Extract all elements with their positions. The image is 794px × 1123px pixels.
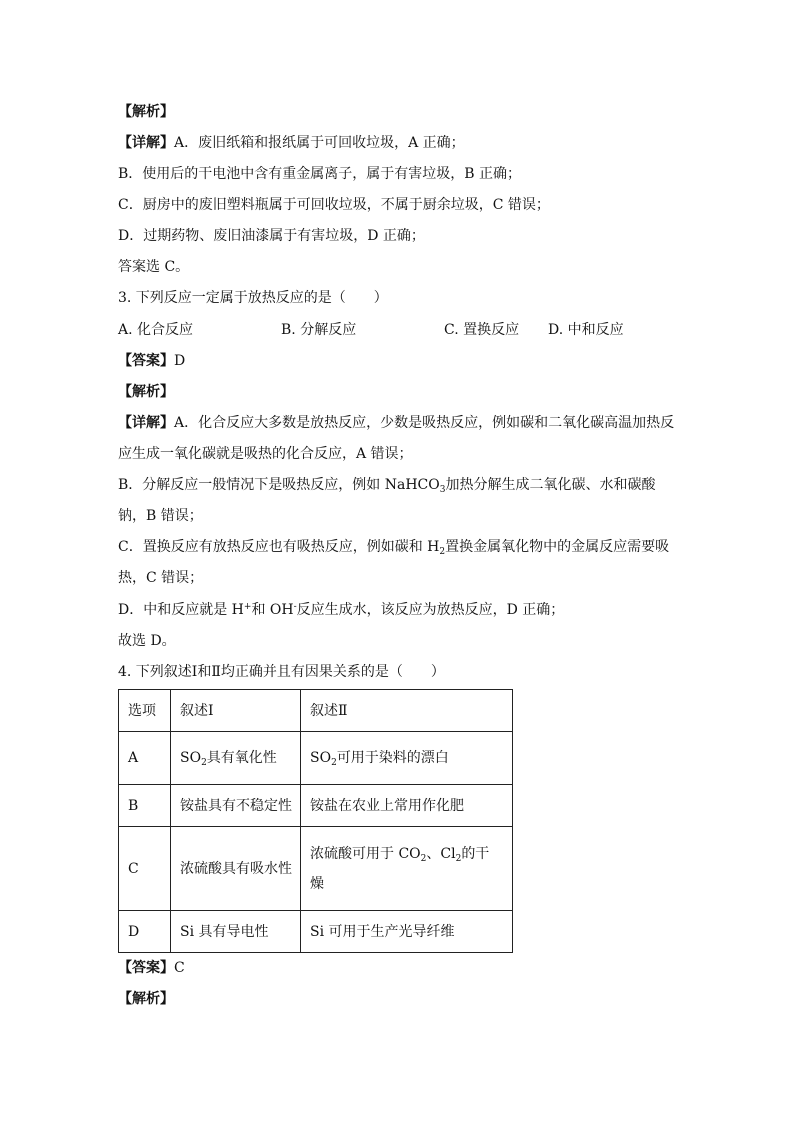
q3-b-pre: B．分解反应一般情况下是吸热反应，例如 NaHCO (118, 477, 440, 493)
q4-answer-label: 【答案】 (118, 960, 174, 976)
q2-detail-b: B．使用后的干电池中含有重金属离子，属于有害垃圾，B 正确； (118, 166, 522, 182)
table-row (119, 785, 513, 827)
q3-option-b: B. 分解反应 (281, 322, 357, 338)
q3-detail-a-line2: 应生成一氧化碳就是吸热的化合反应，A 错误； (118, 446, 413, 462)
q2-conclusion: 答案选 C。 (118, 259, 190, 275)
q4-row-a-s1 (171, 732, 301, 785)
q4-a-s2-post: 可用于染料的漂白 (336, 750, 449, 766)
q4-table-header-row (119, 690, 513, 732)
q3-d-sup1: + (243, 602, 252, 612)
q3-detail-d (118, 600, 564, 620)
q2-detail-a-text: A．废旧纸箱和报纸属于可回收垃圾，A 正确； (174, 135, 465, 151)
q3-b-sub: 3 (439, 485, 446, 495)
q4-row-d-s1: Si 具有导电性 (171, 911, 301, 953)
q4-analysis-label: 【解析】 (118, 991, 174, 1007)
q3-stem: 3. 下列反应一定属于放热反应的是（ ） (118, 290, 388, 306)
q4-c-s2-c: 的干 (461, 845, 490, 862)
q4-c-s2-line2: 燥 (310, 875, 324, 892)
table-row (119, 732, 513, 785)
q2-detail-a (118, 133, 465, 153)
q3-d-post: 反应生成水，该反应为放热反应，D 正确； (296, 602, 565, 618)
table-row (119, 911, 513, 953)
q4-stem: 4. 下列叙述Ⅰ和Ⅱ均正确并且有因果关系的是（ ） (118, 664, 445, 680)
q4-c-s2-sub1: 2 (420, 853, 427, 864)
q3-answer (118, 351, 185, 371)
q3-detail-c-line2: 热，C 错误； (118, 570, 204, 586)
q3-detail-c-line1 (118, 537, 669, 557)
table-row (119, 827, 513, 911)
q3-c-post: 置换金属氧化物中的金属反应需要吸 (445, 539, 670, 555)
q4-answer-value: C (174, 960, 185, 976)
q4-table (118, 689, 513, 953)
q4-row-b-s2: 铵盐在农业上常用作化肥 (301, 785, 513, 827)
q3-answer-label: 【答案】 (118, 353, 174, 369)
q3-detail-a-text: A．化合反应大多数是放热反应，少数是吸热反应，例如碳和二氧化碳高温加热反 (174, 415, 675, 431)
q3-c-pre: C．置换反应有放热反应也有吸热反应，例如碳和 H (118, 539, 440, 555)
q4-row-b-option: B (119, 785, 171, 827)
q3-option-a: A. 化合反应 (118, 322, 194, 338)
q4-row-a-s2 (301, 732, 513, 785)
q4-header-option: 选项 (119, 690, 171, 732)
q3-conclusion: 故选 D。 (118, 633, 176, 649)
q3-d-mid: 和 OH (251, 602, 294, 618)
q4-row-b-s1: 铵盐具有不稳定性 (171, 785, 301, 827)
q4-answer (118, 958, 185, 978)
q2-detail-d: D．过期药物、废旧油漆属于有害垃圾，D 正确； (118, 228, 425, 244)
q4-c-s2-sub2: 2 (455, 853, 462, 864)
q4-row-c-s1: 浓硫酸具有吸水性 (171, 827, 301, 911)
q3-detail-a-line1 (118, 413, 674, 433)
q3-d-pre: D．中和反应就是 H (118, 602, 244, 618)
q4-row-a-option: A (119, 732, 171, 785)
q4-row-d-s2: Si 可用于生产光导纤维 (301, 911, 513, 953)
q4-row-d-option: D (119, 911, 171, 953)
q4-c-s2-a: 浓硫酸可用于 CO (310, 845, 421, 862)
q3-options (118, 320, 678, 340)
q3-option-c: C. 置换反应 (444, 322, 520, 338)
q2-detail-prefix: 【详解】 (118, 135, 174, 151)
q4-row-c-s2 (301, 827, 513, 911)
q4-a-s2-pre: SO (310, 750, 332, 766)
q4-row-c-option: C (119, 827, 171, 911)
q4-header-s1: 叙述Ⅰ (171, 690, 301, 732)
q3-c-sub: 2 (439, 547, 446, 557)
q3-detail-b-line2: 钠，B 错误； (118, 508, 203, 524)
q4-header-s2: 叙述Ⅱ (301, 690, 513, 732)
q3-answer-value: D (174, 353, 186, 369)
q4-a-s2-sub: 2 (331, 758, 337, 768)
q3-option-d: D. 中和反应 (548, 322, 624, 338)
q3-detail-b-line1 (118, 475, 655, 495)
q3-analysis-label: 【解析】 (118, 384, 174, 400)
q3-b-post: 加热分解生成二氧化碳、水和碳酸 (445, 477, 656, 493)
q4-a-s1-sub: 2 (201, 758, 207, 768)
q2-analysis-label: 【解析】 (118, 104, 174, 120)
q3-detail-prefix: 【详解】 (118, 415, 174, 431)
q4-a-s1-post: 具有氧化性 (206, 750, 277, 766)
q4-a-s1-pre: SO (180, 750, 202, 766)
q2-detail-c: C．厨房中的废旧塑料瓶属于可回收垃圾，不属于厨余垃圾，C 错误； (118, 197, 550, 213)
q3-d-sup2: - (293, 602, 297, 612)
q4-c-s2-b: 、Cl (426, 845, 456, 862)
